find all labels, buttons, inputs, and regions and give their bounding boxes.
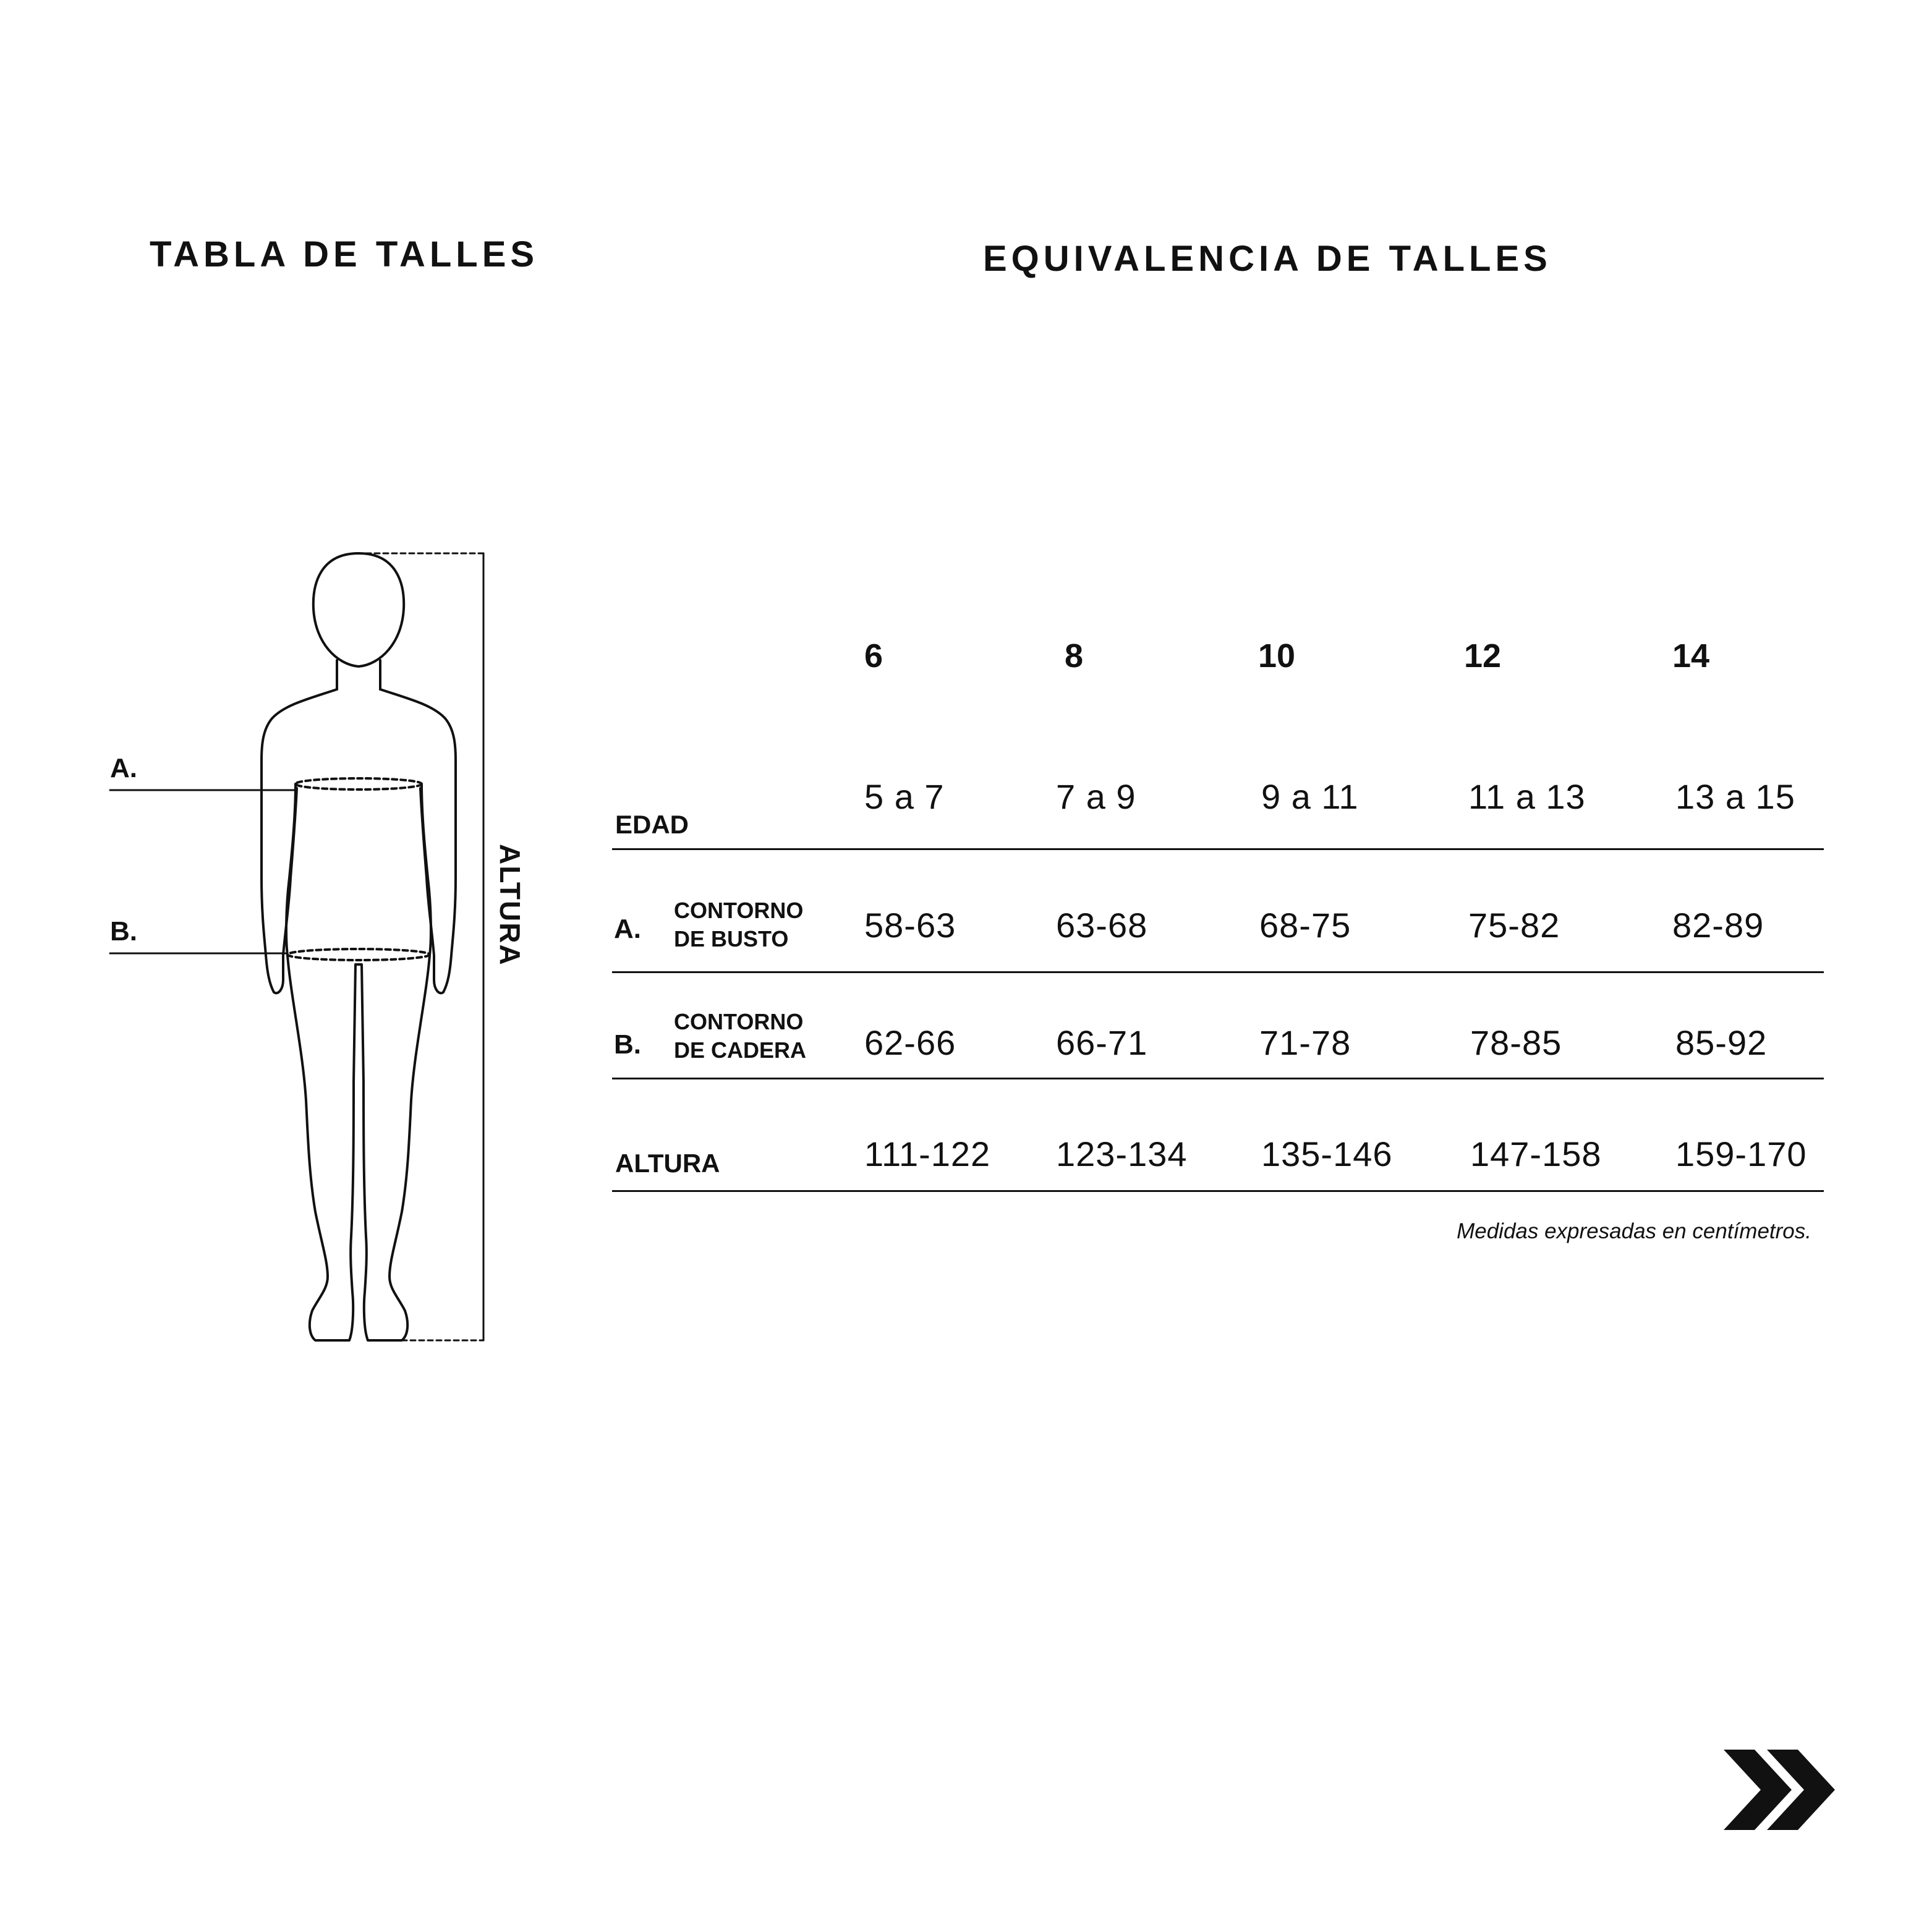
row-label-altura: ALTURA: [615, 1149, 720, 1178]
cell-busto-14: 82-89: [1672, 906, 1764, 945]
left-title: TABLA DE TALLES: [150, 234, 539, 274]
cell-edad-6: 5 a 7: [864, 777, 945, 816]
right-title: EQUIVALENCIA DE TALLES: [983, 239, 1552, 279]
cell-cadera-10: 71-78: [1259, 1023, 1351, 1062]
row-letter-a: A.: [614, 914, 641, 944]
figure-label-b: B.: [110, 916, 137, 947]
cell-cadera-8: 66-71: [1056, 1023, 1148, 1062]
figure-legs: [287, 955, 430, 1340]
cell-busto-8: 63-68: [1056, 906, 1148, 945]
cell-edad-12: 11 a 13: [1468, 777, 1586, 816]
units-note: Medidas expresadas en centímetros.: [1457, 1219, 1811, 1243]
row-label-cadera-line2: DE CADERA: [674, 1037, 807, 1063]
cell-edad-14: 13 a 15: [1675, 777, 1795, 816]
bust-measure-ellipse: [296, 778, 422, 789]
cell-busto-12: 75-82: [1468, 906, 1560, 945]
row-divider: [612, 971, 1824, 973]
row-letter-b: B.: [614, 1029, 641, 1060]
row-label-busto-line2: DE BUSTO: [674, 926, 789, 951]
row-label-edad: EDAD: [615, 810, 689, 839]
cell-altura-6: 111-122: [864, 1134, 991, 1173]
cell-altura-10: 135-146: [1261, 1134, 1393, 1173]
size-header-10: 10: [1258, 637, 1296, 674]
figure-body-outline: [262, 689, 456, 993]
cell-altura-14: 159-170: [1675, 1134, 1807, 1173]
cell-busto-6: 58-63: [864, 906, 956, 945]
figure-height-label: ALTURA: [494, 844, 526, 966]
size-header-12: 12: [1464, 637, 1502, 674]
size-header-8: 8: [1065, 637, 1084, 674]
figure-torso: [286, 784, 431, 955]
cell-cadera-12: 78-85: [1470, 1023, 1562, 1062]
hip-measure-ellipse: [287, 949, 430, 960]
figure-head: [313, 553, 404, 666]
double-chevron-right-icon[interactable]: [1719, 1750, 1842, 1830]
row-divider: [612, 848, 1824, 850]
figure-neck: [337, 660, 380, 689]
cell-busto-10: 68-75: [1259, 906, 1351, 945]
size-header-6: 6: [864, 637, 883, 674]
figure-label-a: A.: [110, 753, 137, 783]
row-label-cadera-line1: CONTORNO: [674, 1009, 804, 1034]
cell-cadera-6: 62-66: [864, 1023, 956, 1062]
cell-altura-12: 147-158: [1470, 1134, 1602, 1173]
cell-edad-10: 9 a 11: [1261, 777, 1359, 816]
cell-altura-8: 123-134: [1056, 1134, 1188, 1173]
row-divider: [612, 1078, 1824, 1079]
row-divider: [612, 1190, 1824, 1192]
row-label-busto-line1: CONTORNO: [674, 898, 804, 923]
cell-edad-8: 7 a 9: [1056, 777, 1136, 816]
cell-cadera-14: 85-92: [1675, 1023, 1768, 1062]
size-header-14: 14: [1672, 637, 1710, 674]
